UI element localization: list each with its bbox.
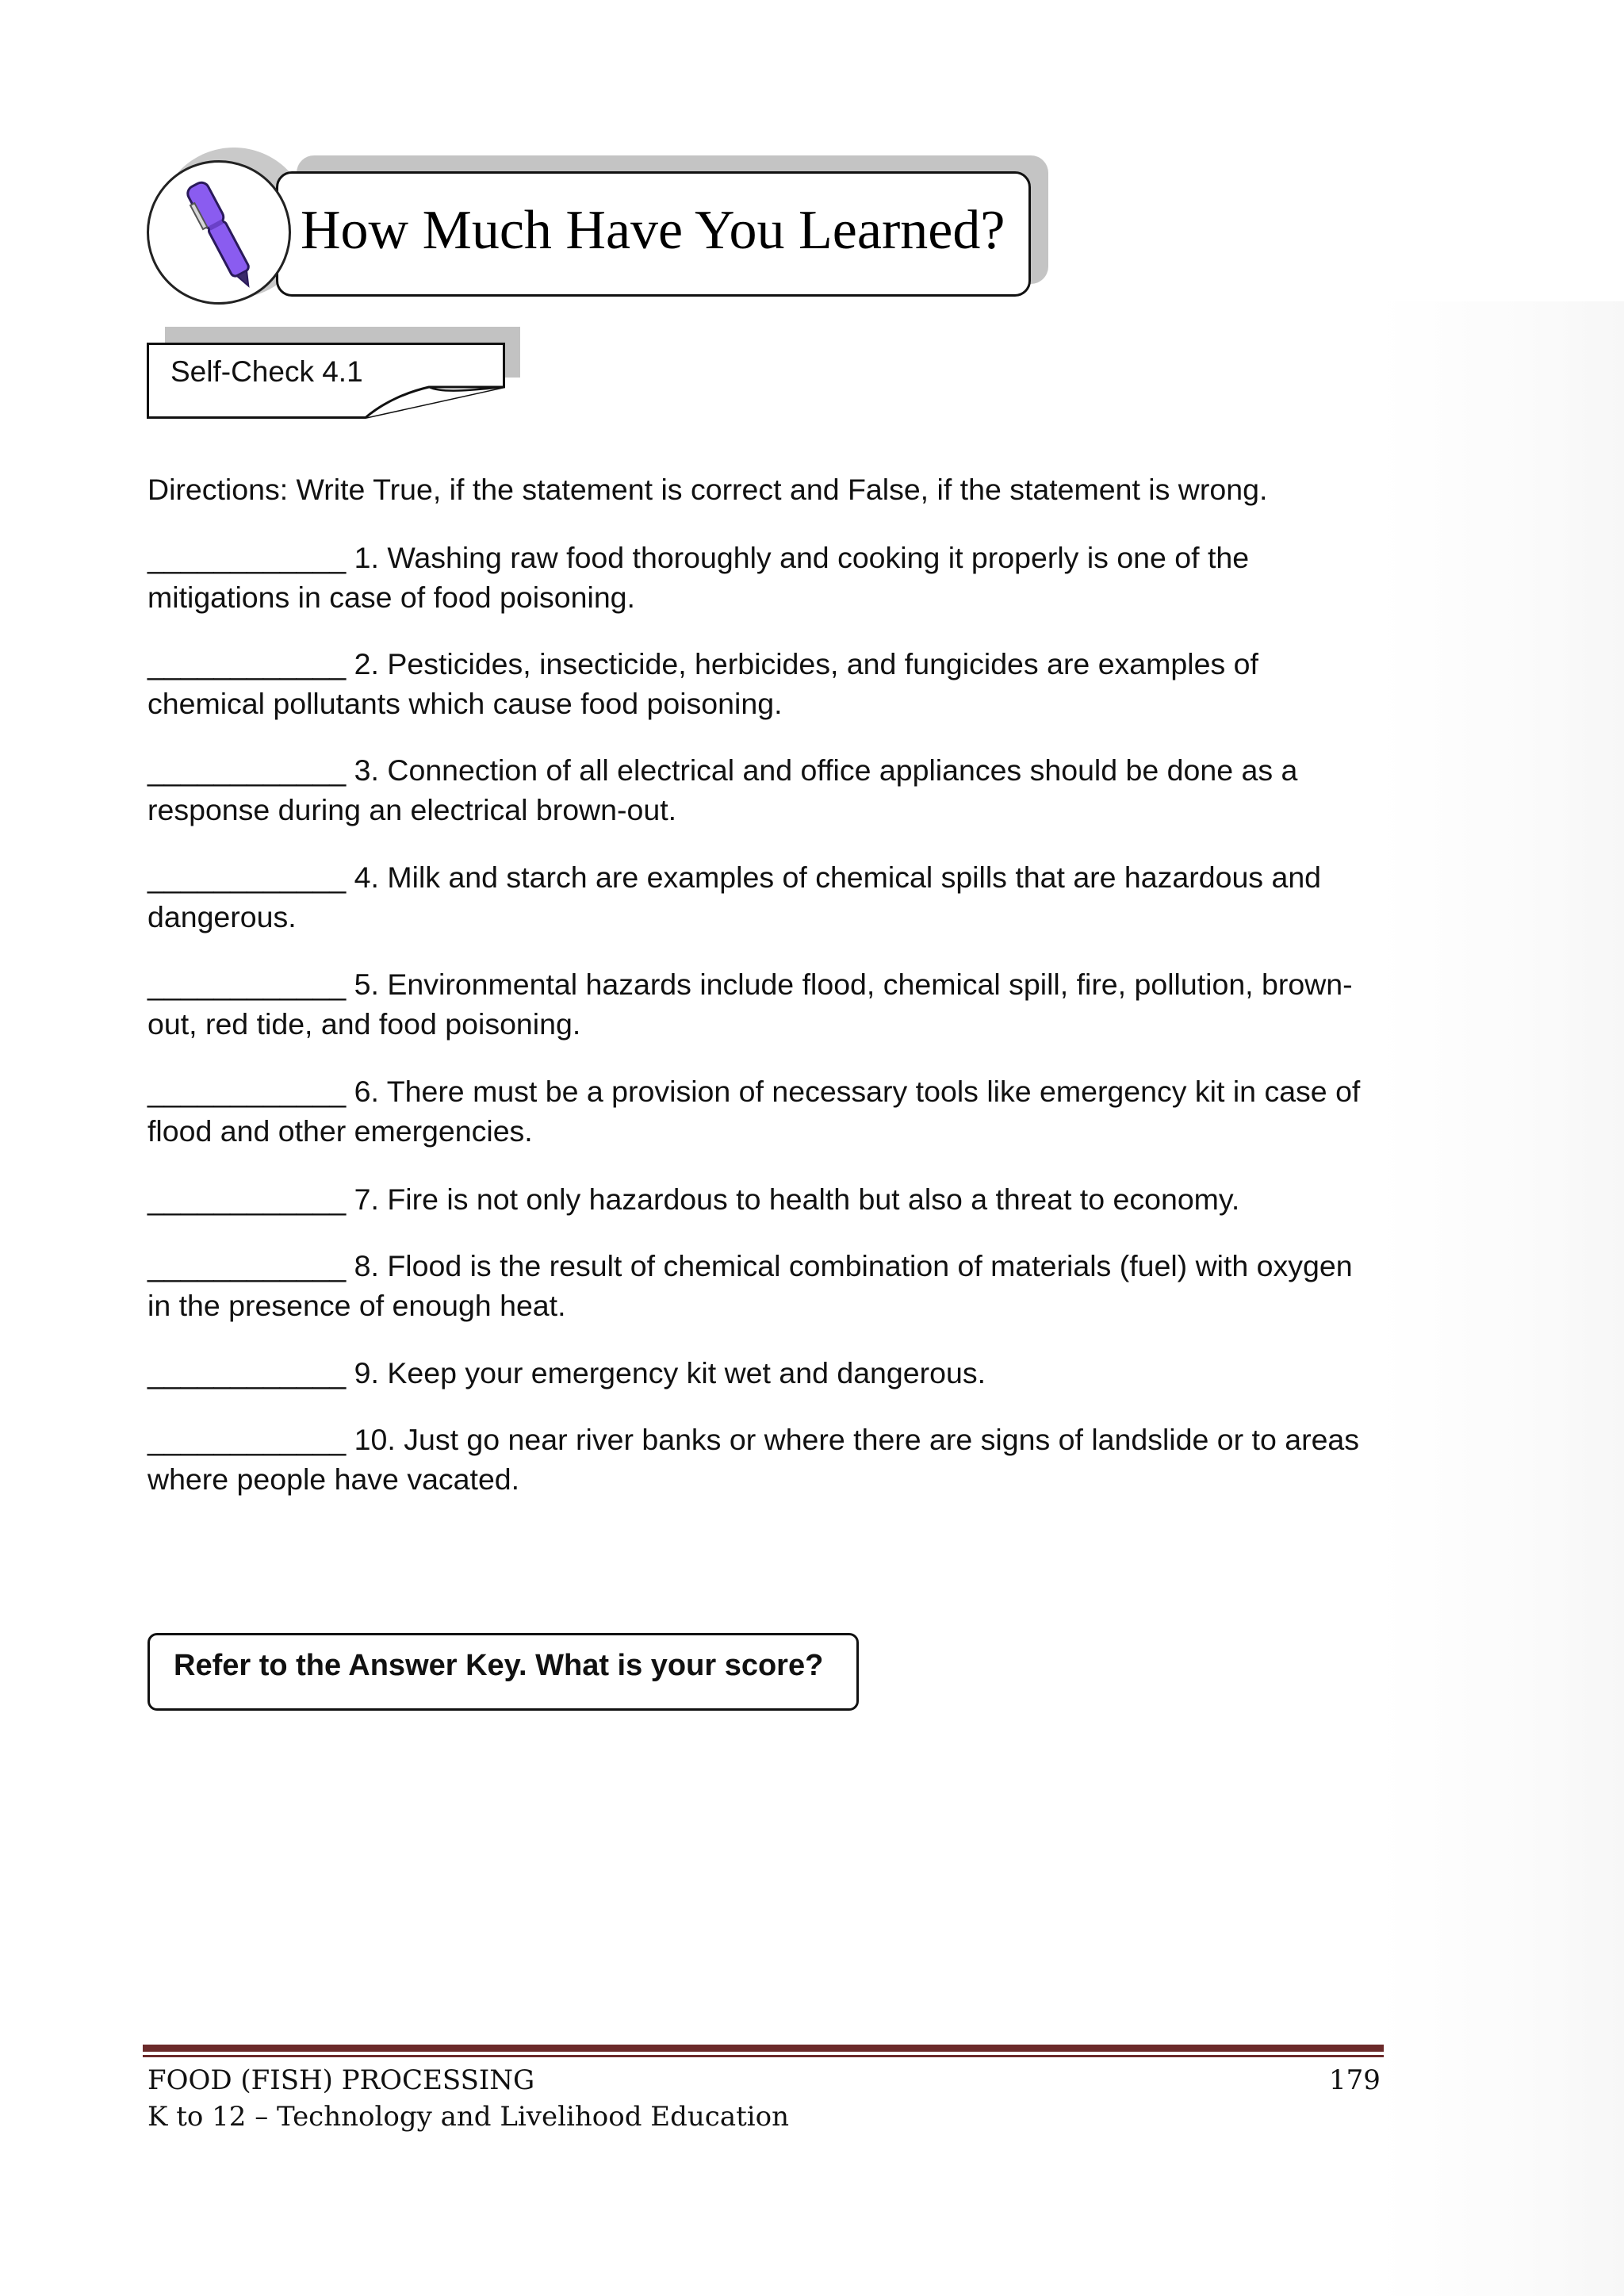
list-item [147,644,1400,723]
item-line: ____________ 6. There must be a provision of necessary tools like emergency kit in case of [147,1075,1361,1108]
item-line: chemical pollutants which cause food poisoning. [147,687,783,720]
item-line: ____________ 2. Pesticides, insecticide, herbicides, and fungicides are examples of [147,647,1258,680]
directions-text: Directions: Write True, if the statement is correct and False, if the statement is wrong. [147,473,1268,506]
item-line: ____________ 9. Keep your emergency kit wet and dangerous. [147,1356,986,1389]
item-line: dangerous. [147,900,297,933]
item-line: ____________ 7. Fire is not only hazardous to health but also a threat to economy. [147,1182,1240,1216]
item-line: ____________ 10. Just go near river banks or where there are signs of landslide or to areas [147,1423,1360,1456]
page-number: 179 [1329,2064,1381,2096]
score-prompt: Refer to the Answer Key. What is your score? [174,1649,824,1682]
list-item [147,857,1400,937]
footer-rule-thin [143,2055,1384,2057]
item-line: mitigations in case of food poisoning. [147,581,635,614]
item-line: ____________ 8. Flood is the result of chemical combination of materials (fuel) with oxygen [147,1249,1353,1282]
list-item [147,1420,1400,1499]
page-title: How Much Have You Learned? [301,200,1005,261]
item-line: in the presence of enough heat. [147,1289,566,1322]
footer-subject: FOOD (FISH) PROCESSING [147,2064,535,2096]
pen-icon [149,163,291,305]
list-item [147,1246,1400,1325]
footer-rule [143,2045,1384,2052]
score-prompt-box [147,1633,859,1711]
list-item [147,1071,1400,1151]
footer-course: K to 12 – Technology and Livelihood Education [147,2101,789,2133]
header-icon-circle [147,160,291,305]
item-line: ____________ 3. Connection of all electrical and office appliances should be done as a [147,753,1298,787]
item-line: ____________ 1. Washing raw food thoroughly and cooking it properly is one of the [147,541,1250,574]
page-edge-shade [1378,301,1624,2296]
item-line: response during an electrical brown-out. [147,793,677,826]
header-title-box [276,171,1031,297]
self-check-label: Self-Check 4.1 [170,355,363,388]
footer-text [147,2062,789,2135]
item-line: where people have vacated. [147,1462,520,1496]
list-item [147,1179,1400,1219]
list-item [147,964,1400,1044]
item-line: ____________ 5. Environmental hazards include flood, chemical spill, fire, pollution, brown- [147,968,1353,1001]
list-item [147,1353,1400,1393]
item-line: ____________ 4. Milk and starch are examples of chemical spills that are hazardous and [147,861,1322,894]
item-line: out, red tide, and food poisoning. [147,1007,581,1041]
list-item [147,750,1400,830]
item-line: flood and other emergencies. [147,1114,533,1148]
list-item [147,538,1400,617]
